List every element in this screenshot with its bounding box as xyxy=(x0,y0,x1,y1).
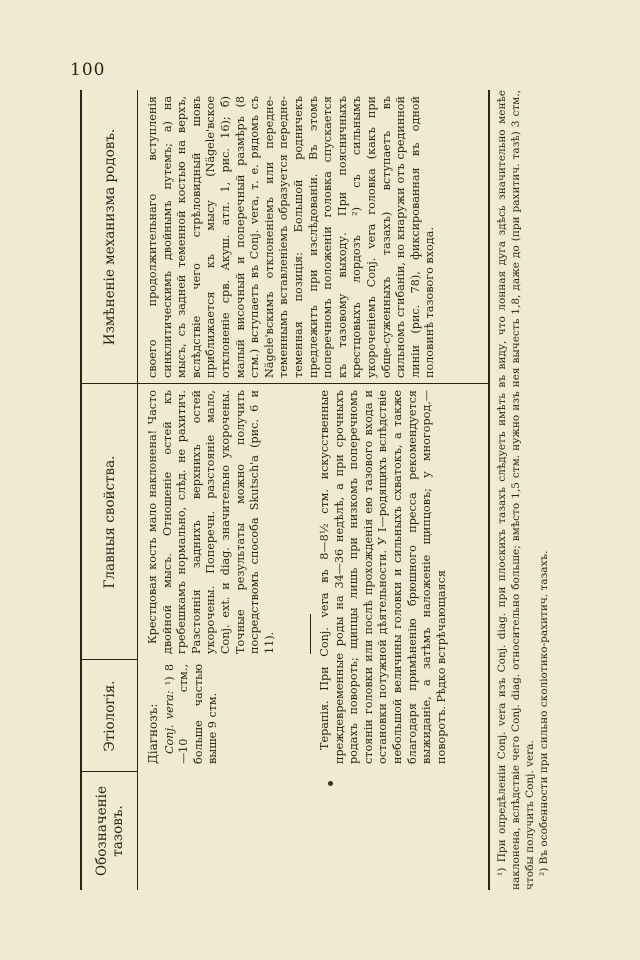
footnotes xyxy=(495,90,551,890)
mechanism-cell: своего продолжительнаго вступленія синклитическимъ двойнымъ путемъ; а) на мысъ, съ задней теменной костью на верхъ, вслѣдствіе чего стрѣловидный шовъ приближается къ мысу (Nägele'вское отклоненіе срв. Акуш. атл. 1, рис. 16); б) малый височный и поперечный размѣръ (8 стм.) вступаетъ въ Conj. vera, т. е. рядомъ съ Nägele'вскимъ отклоненіемъ или передне-теменнымъ вставленіемъ образуется передне-теменная позиція: Большой родничекъ предлежитъ при изслѣдованіи. Въ этомъ поперечномъ положеніи головка спускается къ тазовому выходу. При поясничныхъ крестцовыхъ лордозъ ²) съ сильнымъ укороченіемъ Conj. vera головка (какъ при обще-суженныхъ тазахъ) вступаетъ въ сильномъ сгибаніи, но кнаружи отъ срединной линіи (рис. 78), фиксированная въ одной половинѣ тазового входа. xyxy=(146,96,437,378)
column-rule xyxy=(82,771,138,772)
properties-cell: Крестцовая кость мало наклонена! Часто двойной мысъ. Отношеніе остей къ гребешкамъ нормально, слѣд. не рахитич. Разстоянія заднихъ верхнихъ остей укорочены. Поперечн. разстояніе мало, Conj. ext. и diag. значительно укорочены. Точные результаты можно получить посредствомъ способа Skutsch'a (рис. 6 и 11). xyxy=(146,390,276,654)
mechanism-table xyxy=(80,90,490,890)
margin-mark xyxy=(328,781,333,786)
diagnosis-values: ¹) 8—10 стм., больше частью выше 9 стм. xyxy=(162,664,220,764)
header-labor-mechanism-change: Измѣненіе механизма родовъ. xyxy=(102,128,118,346)
diagnosis-text xyxy=(163,664,221,764)
footnote-1: ¹) При опредѣленіи Conj. vera изъ Conj. diag. при плоскихъ тазахъ слѣдуетъ имѣть въ виду, что лонная дуга здѣсь значительно менѣе наклонена, вслѣдствіе чего Conj. diag. относительно больше; вмѣсто 1,5 стм. нужно изъ нея вычесть 1,8, даже до (при рахитич. тазѣ) 3 стм., чтобы получить Conj. vera. xyxy=(496,90,536,890)
etiology-cell xyxy=(146,664,326,764)
table-header-row xyxy=(82,90,138,890)
diagnosis-title: Діагнозъ: xyxy=(146,703,160,764)
therapy-paragraph: Терапія. При Conj. vera въ 8—8½ стм. искусственные преждевременные роды на 34—36 недѣлѣ, а при срочныхъ родахъ повороть; щипцы лишь при низкомъ поперечномъ стояніи головки или послѣ прохожденія ею тазового входа и остановки потужной дѣятельности. У I—родящихъ вслѣдствіе небольшой величины головки и сильныхъ схватокъ, а также благодаря примѣненію брюшного пресса рекомендуется выжиданіе, а затѣмъ наложеніе щипцовъ; у многород.—поворотъ. Рѣдко встрѣчающаяся xyxy=(318,390,448,764)
column-rule xyxy=(82,383,490,384)
header-main-properties: Главныя свойства. xyxy=(102,455,118,589)
footnote-2: ²) Въ особенности при сильно сколіотико-рахитич. тазахъ. xyxy=(538,550,550,876)
page-number: 100 xyxy=(70,60,106,80)
header-pelvis-designation: Обозначеніе тазовъ. xyxy=(94,786,126,876)
header-etiology: Этіологія. xyxy=(102,680,118,752)
column-rule xyxy=(82,659,138,660)
conj-vera-label: Conj. vera: xyxy=(162,690,176,754)
separator-line xyxy=(310,614,311,654)
rotated-table-region xyxy=(80,90,550,890)
